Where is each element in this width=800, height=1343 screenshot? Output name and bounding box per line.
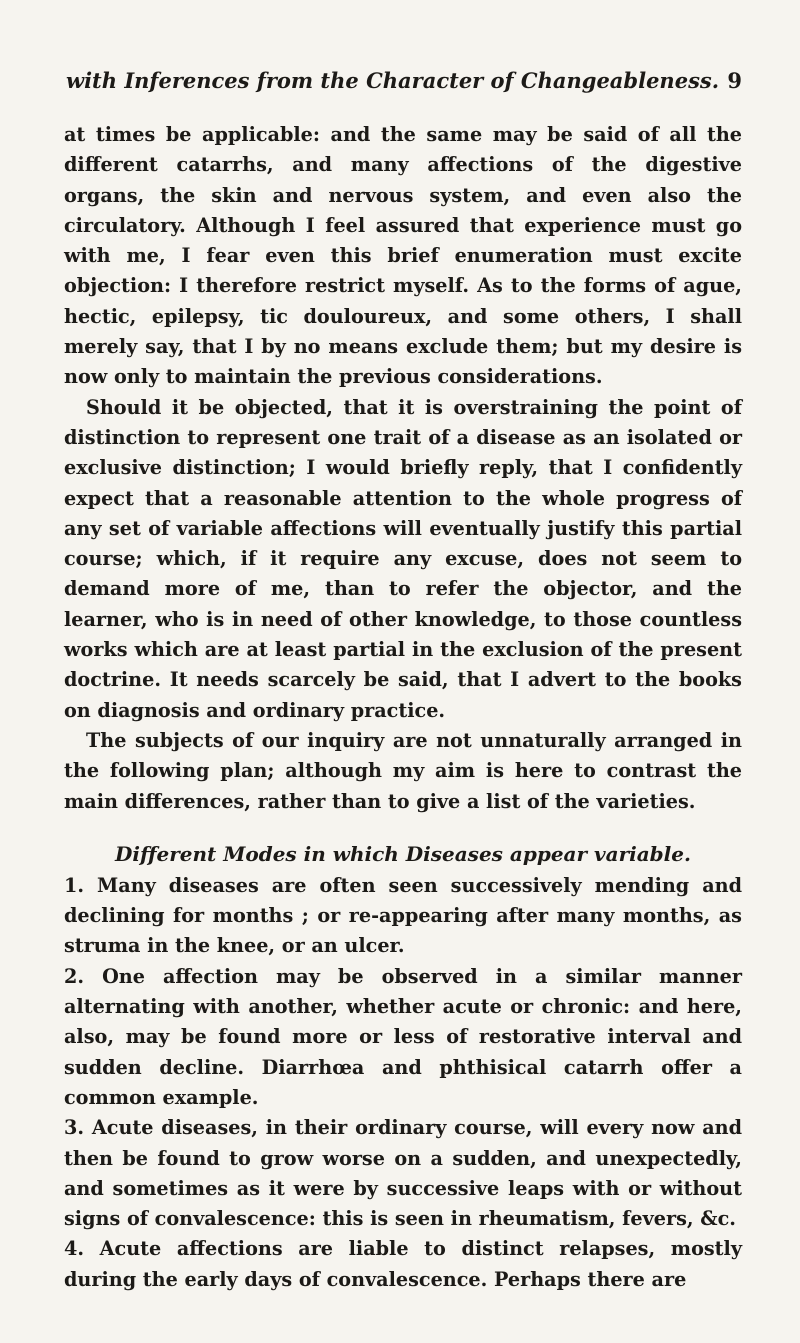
list-item-3 [64,1113,742,1234]
list-item-number: 4. [64,1237,85,1261]
paragraph-3: The subjects of our inquiry are not unnaturally arranged in the following plan; although my aim is here to contrast the main differences, rather than to give a list of the varieties. [64,728,742,813]
list-item-number: 3. [64,1116,85,1140]
list-item-number: 1. [64,873,85,897]
list-item-text: Acute diseases, in their ordinary course, will every now and then be found to grow worse on a sudden, and unexpectedly, and sometimes as it were by successive leaps with or without signs of convalescence: this is seen in rheumatism, fevers, &c. [64,1116,743,1231]
list-item-1 [64,871,742,962]
list-item-text: One affection may be observed in a similar manner alternating with another, whether acute or chronic: and here, also, may be found more or less of restorative interval and sudden decline. Diarrhœa and phthisical catarrh offer a common example. [64,964,742,1109]
list-item-number: 2. [64,964,85,988]
page-number: 9 [727,68,742,93]
list-item-text: Many diseases are often seen successively mending and declining for months ; or re-appearing after many months, as struma in the knee, or an ulcer. [64,873,743,958]
list-item-4 [64,1234,742,1295]
paragraph-1: at times be applicable: and the same may be said of all the different catarrhs, and many affections of the digestive organs, the skin and nervous system, and even also the circulatory. Although I feel assured that experience must go with me, I fear even this brief enumeration must excite objection: I therefore restrict myself. As to the forms of ague, hectic, epilepsy, tic douloureux, and some others, I shall merely say, that I by no means exclude them; but my desire is now only to maintain the previous considerations. [64,123,742,389]
list-item-2 [64,962,742,1113]
section-heading: Different Modes in which Diseases appear variable. [115,841,691,866]
list-item-text: Acute affections are liable to distinct relapses, mostly during the early days of convalescence. Perhaps there are [64,1237,742,1291]
paragraph-2: Should it be objected, that it is overstraining the point of distinction to represent one trait of a disease as an isolated or exclusive distinction; I would briefly reply, that I confidently expect that a reasonable attention to the whole progress of any set of variable affections will eventually justify this partial course; which, if it require any excuse, does not seem to demand more of me, than to refer the objector, and the learner, who is in need of other knowledge, to those countless works which are at least partial in the exclusion of the present doctrine. It needs scarcely be said, that I advert to the books on diagnosis and ordinary practice. [64,395,742,722]
running-title: with Inferences from the Character of Changeableness. [66,68,720,93]
body-text [64,120,742,1295]
running-head [66,68,742,94]
